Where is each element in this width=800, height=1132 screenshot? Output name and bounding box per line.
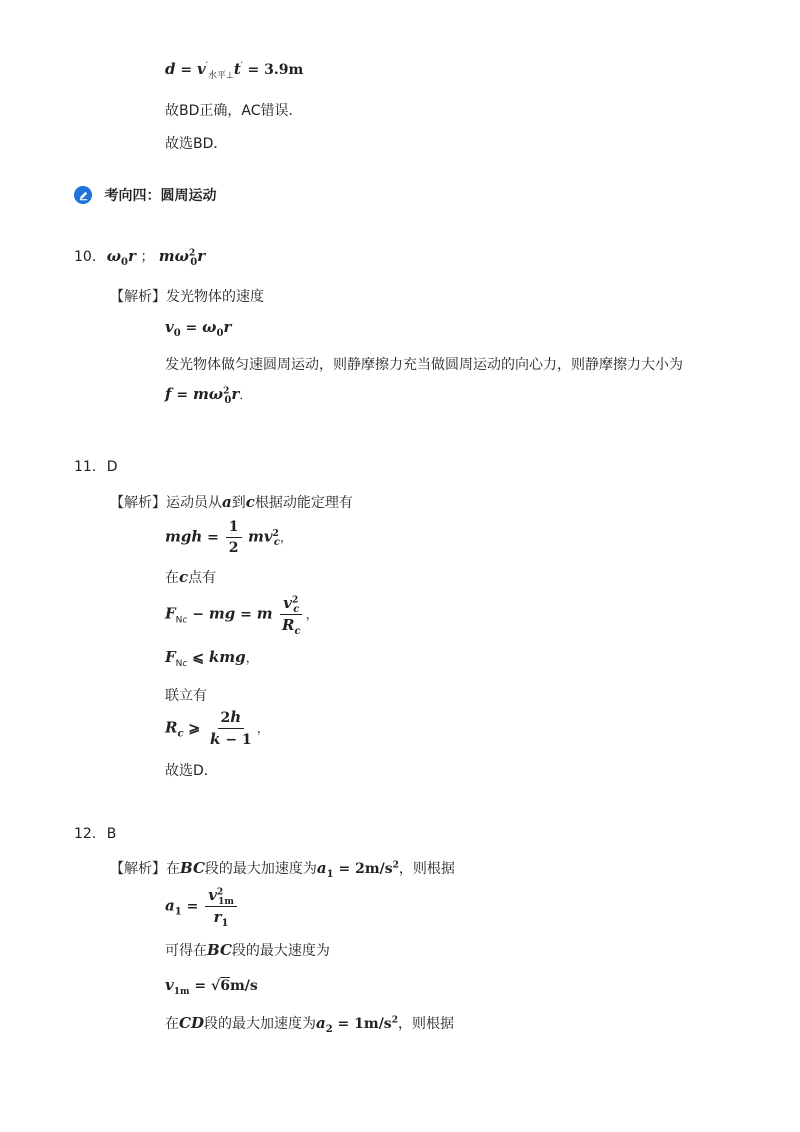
section-title: 考向四：圆周运动 [104,188,217,204]
equation-v1m: $v_{1m} = √6m/s$ [165,976,258,997]
question-12-header [74,826,116,842]
analysis-line: 【解析】运动员从a到c根据动能定理有 [110,493,353,511]
question-10-header: 10. $\omega_0r$ ； $m\omega^2_0r$ [74,247,206,268]
text-line: 发光物体做匀速圆周运动，则静摩擦力充当做圆周运动的向心力，则静摩擦力大小为 [165,357,683,373]
question-number: 12. [74,826,97,842]
equation-inequality: $F_{Nc}$ ⩽ kmg， [165,648,259,669]
analysis-tag: 【解析】 [110,495,166,511]
text-line: 在c点有 [165,568,217,586]
pencil-icon [74,186,92,204]
question-number: 10. [74,249,97,265]
answer: D [106,459,118,475]
question-11-header [74,459,118,475]
equation-v0: $v_0 = \omega_0r$ [165,318,232,339]
conclusion-line: 故BD正确，AC错误． [165,103,303,119]
equation-d: $d = v'_{水平\perp}t' = 3.9m$ [165,60,304,81]
section-heading [74,185,216,205]
text-line: 联立有 [165,688,207,704]
analysis-line: 【解析】在BC段的最大加速度为$a_1 = 2m/s^2$，则根据 [110,859,455,880]
equation-a1: $a_1$ = $\frac{v^2_{1m}}{r_1}$ [165,886,239,927]
text-line: 可得在BC段的最大速度为 [165,941,330,959]
analysis-tag: 【解析】 [110,289,166,305]
choice-line: 故选BD． [165,136,228,152]
equation-force: $F_{Nc}$ − mg = m $\frac{v^2_c}{R_c}$ ， [165,594,319,637]
equation-radius: $R_c$ ⩾ $\frac{2h}{k - 1}$ ， [165,708,270,748]
answer: B [106,826,117,842]
analysis-line: 【解析】发光物体的速度 [110,289,264,305]
analysis-tag: 【解析】 [110,861,166,877]
choice-line: 故选D． [165,763,218,779]
equation-energy: mgh = $\frac{1}{2}$ $mv^2_c$， [165,519,293,556]
text-line: 在CD段的最大加速度为$a_2 = 1m/s^2$，则根据 [165,1014,454,1035]
question-number: 11. [74,459,97,475]
equation-f: $f = m\omega^2_0r$． [165,385,253,406]
